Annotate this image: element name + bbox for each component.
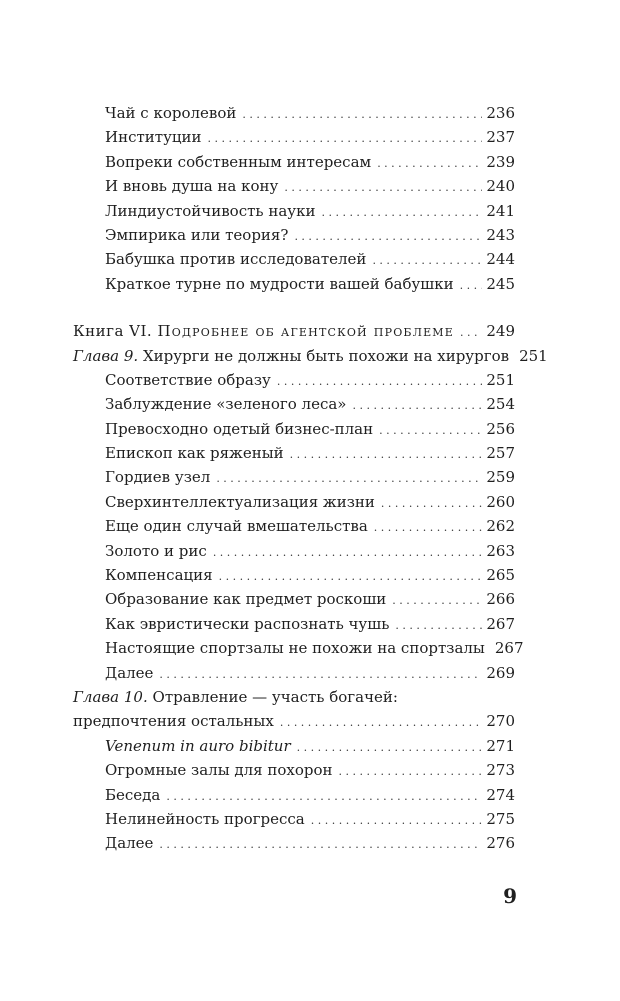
dot-leader bbox=[166, 783, 482, 809]
toc-entry-title: Эмпирика или теория? bbox=[105, 225, 289, 244]
toc-entry-title bbox=[105, 734, 291, 758]
toc-entry-page: 236 bbox=[486, 104, 515, 122]
toc-entry-page: 262 bbox=[486, 517, 515, 536]
toc-entry bbox=[73, 831, 515, 855]
chapter-name-continued: предпочтения остальных bbox=[73, 712, 274, 731]
toc-entry-page: 271 bbox=[486, 736, 515, 755]
toc-entry-title: Бабушка против исследователей bbox=[105, 250, 367, 269]
toc-entry-page: 263 bbox=[486, 541, 515, 560]
toc-entry-title: Сверхинтеллектуализация жизни bbox=[105, 492, 375, 511]
toc-entry-title: И вновь душа на кону bbox=[105, 177, 279, 196]
toc-entry-title: Вопреки собственным интересам bbox=[105, 152, 372, 171]
toc-entry bbox=[73, 490, 515, 514]
toc-entry-title: Линдиустойчивость науки bbox=[105, 201, 316, 220]
toc-entry-page: 249 bbox=[486, 322, 515, 341]
dot-leader bbox=[277, 368, 483, 394]
chapter-title bbox=[73, 685, 398, 709]
toc-entry bbox=[73, 247, 515, 271]
toc-entry-page: 275 bbox=[486, 809, 515, 828]
book-title bbox=[73, 319, 454, 343]
dot-leader bbox=[374, 514, 483, 540]
toc-entry-page: 251 bbox=[519, 346, 548, 365]
toc-entry bbox=[73, 272, 515, 296]
chapter-label: Глава 10. bbox=[73, 687, 148, 706]
toc-entry-page: 244 bbox=[486, 250, 515, 269]
toc-entry-page: 259 bbox=[486, 468, 515, 487]
toc-entry-title: Далее bbox=[105, 663, 154, 682]
dot-leader bbox=[395, 612, 482, 638]
dot-leader bbox=[297, 734, 483, 760]
toc-entry-page: 257 bbox=[486, 444, 515, 463]
toc-entry-page: 243 bbox=[486, 225, 515, 244]
dot-leader bbox=[352, 392, 482, 418]
toc-entry-page: 245 bbox=[486, 274, 515, 293]
dot-leader bbox=[219, 563, 483, 589]
toc-entry-title: Как эвристически распознать чушь bbox=[105, 614, 390, 633]
chapter-label: Глава 9. bbox=[73, 346, 139, 365]
toc-entry bbox=[73, 441, 515, 465]
toc-entry-page: 274 bbox=[486, 785, 515, 804]
dot-leader bbox=[290, 441, 483, 467]
dot-leader bbox=[216, 465, 482, 491]
toc-entry-title: Чай с королевой bbox=[105, 104, 237, 122]
toc-entry-title: Превосходно одетый бизнес-план bbox=[105, 419, 374, 438]
toc-entry-title: Институции bbox=[105, 128, 202, 147]
toc-entry-title: Еще один случай вмешательства bbox=[105, 517, 368, 536]
toc-entry-page: 269 bbox=[486, 663, 515, 682]
toc-entry-page: 251 bbox=[486, 370, 515, 389]
book-prefix: Книга VI. bbox=[73, 322, 153, 341]
toc-entry bbox=[73, 101, 515, 125]
dot-leader bbox=[159, 661, 482, 687]
dot-leader bbox=[381, 490, 482, 516]
dot-leader bbox=[377, 150, 482, 176]
toc-entry-title: Соответствие образу bbox=[105, 370, 271, 389]
dot-leader bbox=[372, 247, 482, 273]
page-number: 9 bbox=[503, 884, 517, 908]
toc-entry bbox=[73, 783, 515, 807]
toc-entry bbox=[73, 392, 515, 416]
dot-leader bbox=[460, 272, 483, 298]
toc-entry-page: 270 bbox=[486, 712, 515, 731]
dot-leader bbox=[294, 223, 482, 249]
toc-entry-title: Епископ как ряженый bbox=[105, 444, 284, 463]
toc-entry-title: Нелинейность прогресса bbox=[105, 809, 305, 828]
toc-entry-page: 254 bbox=[486, 395, 515, 414]
toc-entry-page: 266 bbox=[486, 590, 515, 609]
toc-entry-title: Краткое турне по мудрости вашей бабушки bbox=[105, 274, 454, 293]
toc-entry bbox=[73, 150, 515, 174]
toc-chapter-heading-line2 bbox=[73, 709, 515, 733]
dot-leader bbox=[284, 174, 482, 200]
toc-entry-title: Заблуждение «зеленого леса» bbox=[105, 395, 347, 414]
toc-entry bbox=[73, 758, 515, 782]
toc-entry-page: 241 bbox=[486, 201, 515, 220]
chapter-name: Хирурги не должны быть похожи на хирургов bbox=[142, 346, 510, 365]
toc-chapter-heading bbox=[73, 344, 548, 368]
toc-entry bbox=[73, 417, 515, 441]
dot-leader bbox=[321, 199, 482, 225]
toc-entry-page: 276 bbox=[486, 834, 515, 853]
toc-entry-title: Огромные залы для похорон bbox=[105, 761, 333, 780]
table-of-contents bbox=[73, 101, 548, 856]
toc-entry-page: 267 bbox=[494, 639, 524, 658]
toc-entry bbox=[73, 612, 515, 636]
toc-entry bbox=[73, 199, 515, 223]
dot-leader bbox=[159, 831, 482, 857]
toc-entry bbox=[73, 539, 515, 563]
toc-entry-title-italic: Venenum in auro bibitur bbox=[105, 736, 291, 755]
toc-entry bbox=[73, 465, 515, 489]
toc-entry bbox=[73, 807, 515, 831]
toc-entry-page: 260 bbox=[486, 492, 515, 511]
toc-entry-title: Далее bbox=[105, 834, 154, 853]
toc-entry-page: 240 bbox=[486, 177, 515, 196]
toc-entry bbox=[73, 636, 524, 660]
dot-leader bbox=[460, 319, 482, 345]
book-name: Подробнее об агентской проблеме bbox=[157, 322, 454, 341]
toc-entry bbox=[73, 661, 515, 685]
dot-leader bbox=[311, 807, 483, 833]
toc-entry-page: 267 bbox=[486, 614, 515, 633]
dot-leader bbox=[339, 758, 483, 784]
dot-leader bbox=[208, 125, 483, 151]
toc-entry-title: Гордиев узел bbox=[105, 468, 211, 487]
toc-entry-page: 237 bbox=[486, 128, 515, 147]
dot-leader bbox=[379, 417, 482, 443]
toc-entry-title: Компенсация bbox=[105, 566, 213, 585]
toc-entry-page: 256 bbox=[486, 419, 515, 438]
toc-entry-title: Образование как предмет роскоши bbox=[105, 590, 387, 609]
toc-entry-title: Беседа bbox=[105, 785, 161, 804]
dot-leader bbox=[392, 587, 482, 613]
toc-entry bbox=[73, 174, 515, 198]
toc-entry bbox=[73, 125, 515, 149]
toc-entry bbox=[73, 587, 515, 611]
toc-entry bbox=[73, 563, 515, 587]
dot-leader bbox=[280, 709, 483, 735]
toc-entry bbox=[73, 734, 515, 758]
chapter-title bbox=[73, 344, 509, 368]
toc-entry bbox=[73, 223, 515, 247]
toc-book-heading bbox=[73, 319, 515, 343]
toc-entry-page: 239 bbox=[486, 152, 515, 171]
toc-entry-title: Золото и рис bbox=[105, 541, 207, 560]
toc-entry-title: Настоящие спортзалы не похожи на спортзалы bbox=[105, 639, 485, 658]
dot-leader bbox=[242, 101, 482, 127]
toc-entry-page: 273 bbox=[486, 761, 515, 780]
chapter-name: Отравление — участь богачей: bbox=[152, 687, 398, 706]
toc-entry bbox=[73, 368, 515, 392]
toc-entry bbox=[73, 514, 515, 538]
toc-entry-page: 265 bbox=[486, 566, 515, 585]
dot-leader bbox=[213, 539, 483, 565]
toc-chapter-heading-line1 bbox=[73, 685, 515, 709]
